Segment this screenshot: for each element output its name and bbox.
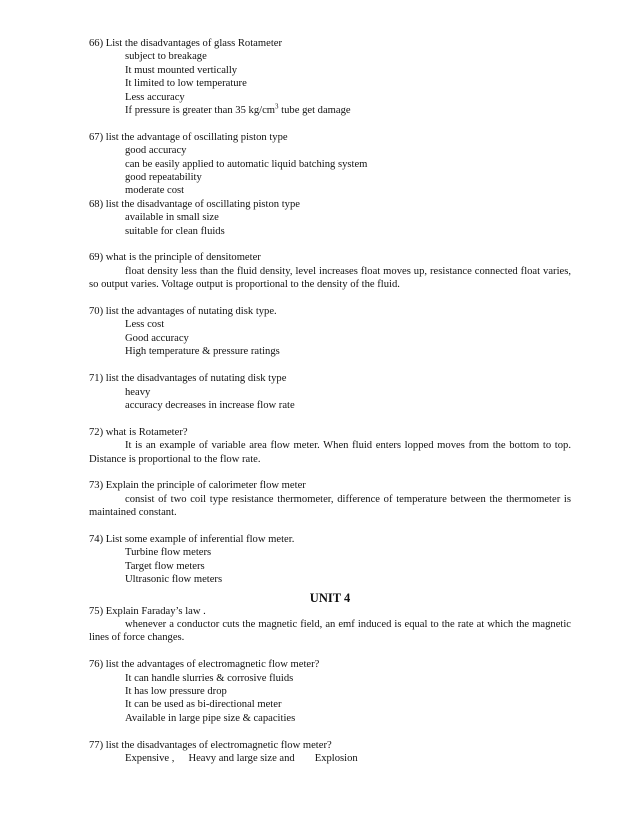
question-71 xyxy=(89,372,571,412)
question-66 xyxy=(89,37,571,117)
list-item-text: tube get damage xyxy=(278,105,351,117)
inline-list xyxy=(89,752,571,765)
list-item: moderate cost xyxy=(125,185,185,197)
question-title: 68) list the disadvantage of oscillating piston type xyxy=(89,198,300,210)
list-item: can be easily applied to automatic liquid batching system xyxy=(125,158,368,170)
list-item: accuracy decreases in increase flow rate xyxy=(125,399,295,411)
question-title: 73) Explain the principle of calorimeter flow meter xyxy=(89,480,306,492)
list-item: Heavy and large size and xyxy=(188,752,295,764)
question-title: 75) Explain Faraday’s law . xyxy=(89,605,206,617)
list-item-text: If pressure is greater than 35 kg/cm xyxy=(125,105,276,117)
list-item: Target flow meters xyxy=(125,560,205,572)
question-70 xyxy=(89,305,571,359)
question-68 xyxy=(89,198,571,238)
question-title: 76) list the advantages of electromagnetic flow meter? xyxy=(89,659,320,671)
question-77 xyxy=(89,739,571,766)
list-item: suitable for clean fluids xyxy=(125,225,225,237)
question-75 xyxy=(89,605,571,645)
list-item: It limited to low temperature xyxy=(125,78,247,90)
question-73 xyxy=(89,479,571,519)
answer-paragraph: consist of two coil type resistance thermometer, difference of temperature between the thermometer is maintained constant. xyxy=(89,493,571,519)
list-item: Available in large pipe size & capacities xyxy=(125,712,296,724)
list-item: Less cost xyxy=(125,319,165,331)
answer-paragraph: whenever a conductor cuts the magnetic field, an emf induced is equal to the rate at which the magnetic lines of force changes. xyxy=(89,618,571,644)
list-item xyxy=(89,104,571,117)
list-item: good accuracy xyxy=(125,145,187,157)
question-72 xyxy=(89,426,571,466)
question-76 xyxy=(89,658,571,725)
unit-heading: UNIT 4 xyxy=(309,590,351,605)
question-67 xyxy=(89,131,571,198)
list-item: Ultrasonic flow meters xyxy=(125,574,223,586)
list-item: High temperature & pressure ratings xyxy=(125,346,280,358)
list-item: heavy xyxy=(125,386,151,398)
question-title: 72) what is Rotameter? xyxy=(89,426,188,438)
question-title: 70) list the advantages of nutating disk type. xyxy=(89,306,277,318)
list-item: It can handle slurries & corrosive fluids xyxy=(125,672,294,684)
question-74 xyxy=(89,533,571,587)
list-item: It has low pressure drop xyxy=(125,685,227,697)
answer-paragraph: float density less than the fluid density, level increases float moves up, resistance connected float varies, so output varies. Voltage output is proportional to the density of the fluid. xyxy=(89,265,571,291)
list-item: It can be used as bi-directional meter xyxy=(125,699,282,711)
list-item: It must mounted vertically xyxy=(125,64,238,76)
question-title: 74) List some example of inferential flow meter. xyxy=(89,533,295,545)
question-title: 71) list the disadvantages of nutating disk type xyxy=(89,373,287,385)
list-item: Less accuracy xyxy=(125,91,185,103)
question-title: 67) list the advantage of oscillating piston type xyxy=(89,131,288,143)
list-item: Good accuracy xyxy=(125,332,189,344)
list-item: Expensive , xyxy=(125,752,175,764)
list-item: Turbine flow meters xyxy=(125,547,212,559)
question-69 xyxy=(89,251,571,291)
superscript: 3 xyxy=(275,102,279,111)
answer-paragraph: It is an example of variable area flow meter. When fluid enters lopped moves from the bottom to top. Distance is proportional to the flow rate. xyxy=(89,440,571,465)
question-title: 77) list the disadvantages of electromagnetic flow meter? xyxy=(89,739,332,751)
list-item: good repeatability xyxy=(125,172,202,184)
list-item: available in small size xyxy=(125,212,219,224)
list-item: subject to breakage xyxy=(125,51,207,63)
question-title: 69) what is the principle of densitometer xyxy=(89,252,261,264)
document-content xyxy=(89,37,571,765)
question-title: 66) List the disadvantages of glass Rotameter xyxy=(89,38,282,49)
list-item: Explosion xyxy=(314,752,358,764)
